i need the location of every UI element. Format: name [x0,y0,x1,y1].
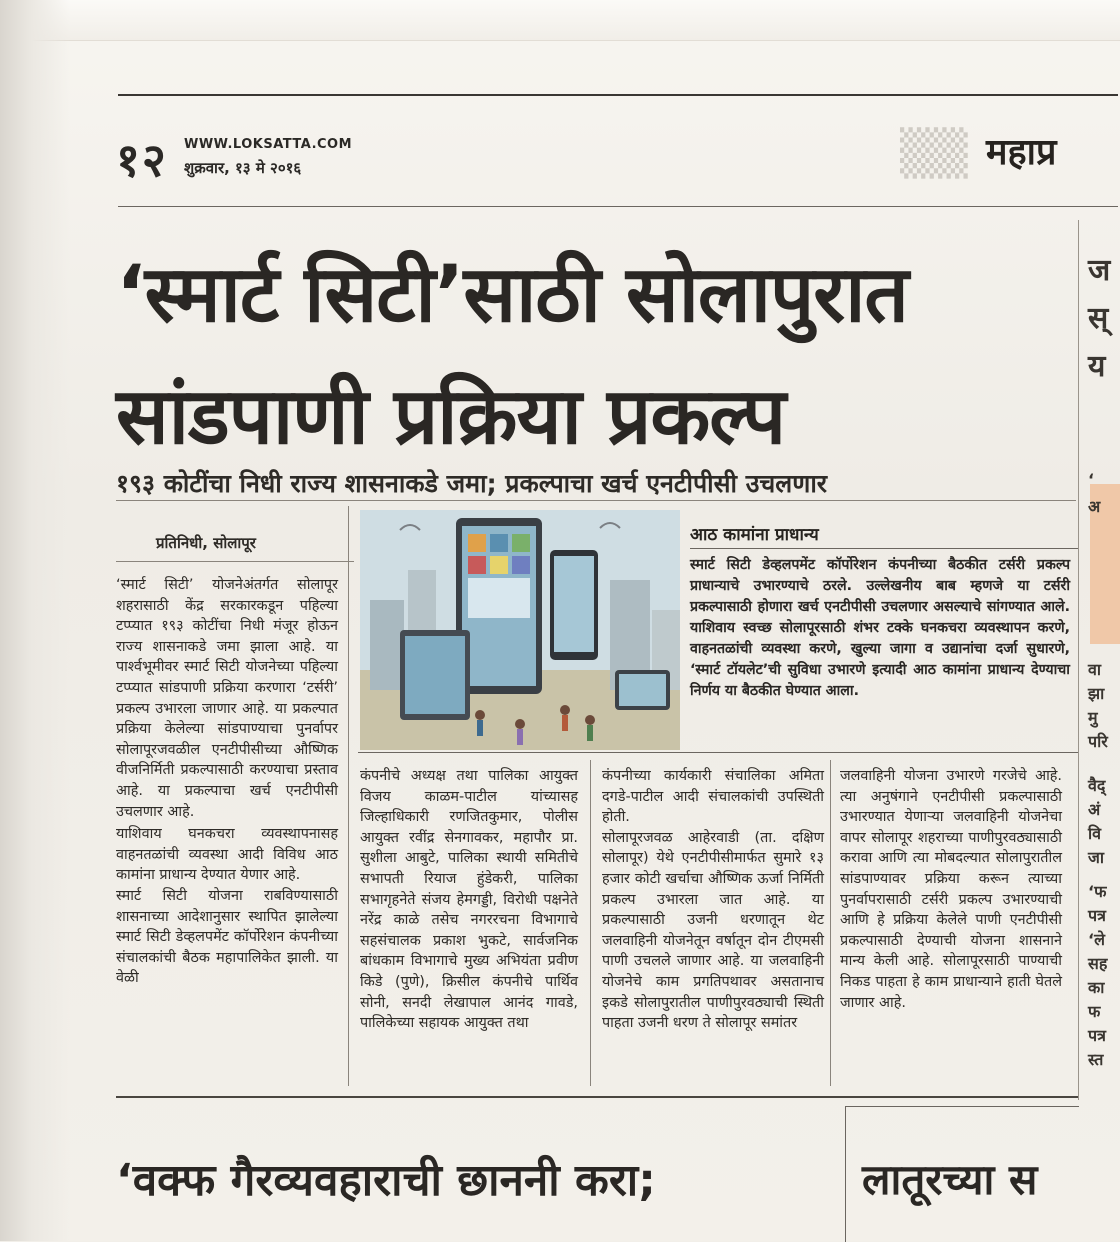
right-strip-text: वैद् [1088,776,1106,795]
right-strip-text: अ [1088,497,1101,516]
right-strip-text: य [1088,349,1106,384]
right-strip-text: मु [1088,708,1098,727]
issue-date: शुक्रवार, १३ मे २०१६ [184,159,302,177]
paragraph: सोलापूरजवळ आहेरवाडी (ता. दक्षिण सोलापूर) येथे एनटीपीसीमार्फत सुमारे १३ हजार कोटी खर्चाचा औष्णिक ऊर्जा निर्मिती प्रकल्प उभारला जात आहे. या प्रकल्पासाठी उजनी धरणातून थेट जलवाहिनी योजनेतून वर्षातून दोन टीएमसी पाणी उचलले जाणार आहे. या जलवाहिनी योजनेचे काम प्रगतिपथावर असतानाच इकडे सोलापुरातील पाणीपुरवठ्याची स्थिती पाहता उजनी धरण ते सोलापूर समांतर [602,829,824,1032]
article-column-4 [840,766,1062,1013]
right-strip-text: ‘फ [1088,882,1107,901]
right-strip-text: परि [1088,732,1108,751]
paragraph: जलवाहिनी योजना उभारणे गरजेचे आहे. त्या अनुषंगाने एनटीपीसी प्रकल्पासाठी उभारण्यात येणाऱ्या जलवाहिनी योजनेचा वापर सोलापूर शहराच्या पाणीपुरवठ्यासाठी करावा आणि त्या मोबदल्यात सोलापुरातील सांडपाण्यावर प्रक्रिया करून त्याच्या पुनर्वापरासाठी टर्सरी प्रकल्प उभारण्याची आणि हे प्रक्रिया केलेले पाणी एनटीपीसी प्रकल्पासाठी देण्याची योजना शासनाने मान्य केली आहे. सोलापूरसाठी पाण्याची निकड पाहता हे काम प्राधान्याने हाती घेतले जाणार आहे. [840,768,1062,1011]
byline-rule [116,561,354,562]
paragraph: याशिवाय घनकचरा व्यवस्थापनासह वाहनतळांची व्यवस्था आदी विविध आठ कामांना प्राधान्य देण्यात येणार आहे. [116,826,338,884]
column-divider [590,760,591,1086]
sidebar-box-text: स्मार्ट सिटी डेव्हलपमेंट कॉर्पोरेशन कंपनीच्या बैठकीत टर्सरी प्रकल्प प्राधान्याचे उभारण्याचे ठरले. उल्लेखनीय बाब म्हणजे या टर्सरी प्रकल्पासाठी होणारा खर्च एनटीपीसी उचलणार असल्याचे सांगण्यात आले. याशिवाय स्वच्छ सोलापूरसाठी शंभर टक्के घनकचरा व्यवस्थापन करणे, वाहनतळांची व्यवस्था करणे, खुल्या जागा व उद्यानांचा दर्जा सुधारणे, ‘स्मार्ट टॉयलेट’ची सुविधा उभारणे इत्यादी आठ कामांना प्राधान्य देण्याचा निर्णय या बैठकीत घेण्यात आला. [690,557,1070,699]
right-strip-text: स् [1088,301,1109,336]
article-illustration [360,510,680,750]
paragraph: ‘स्मार्ट सिटी’ योजनेअंतर्गत सोलापूर शहरासाठी केंद्र सरकारकडून पहिल्या टप्प्यात १९३ कोटींचा निधी मंजूर होऊन राज्य शासनाकडे जमा झाला आहे. या पार्श्वभूमीवर स्मार्ट सिटी योजनेच्या पहिल्या टप्प्यात सांडपाणी प्रक्रिया करणारा ‘टर्सरी’ प्रकल्प उभारला जाणार आहे. या प्रकल्पात प्रक्रिया केलेल्या सांडपाण्याचा पुनर्वापर सोलापूरजवळील एनटीपीसीच्या औष्णिक वीजनिर्मिती प्रकल्पासाठी करण्याचा प्रस्ताव आहे. या प्रकल्पाचा खर्च एनटीपीसी उचलणार आहे. [116,577,338,820]
right-strip-text: पत्र [1088,1026,1106,1045]
headline-top-rule [118,206,1118,207]
paragraph: कंपनीचे अध्यक्ष तथा पालिका आयुक्त विजय काळम-पाटील यांच्यासह जिल्हाधिकारी रणजितकुमार, पोलीस आयुक्त रवींद्र सेनगावकर, महापौर प्रा. सुशीला आबुटे, पालिका स्थायी समितीचे सभापती रियाज हुंडेकरी, पालिका सभागृहनेते संजय हेमगड्डी, विरोधी पक्षनेते नरेंद्र काळे तसेच नगररचना विभागाचे सहसंचालक प्रकाश भुकटे, सार्वजनिक बांधकाम विभागाचे मुख्य अभियंता प्रवीण किडे (पुणे), क्रिसील कंपनीचे पार्थिव सोनी, सनदी लेखापाल आनंद गावडे, पालिकेच्या सहायक आयुक्त तथा [360,768,578,1032]
sidebar-box-heading: आठ कामांना प्राधान्य [690,525,819,545]
page-top-edge [0,0,1120,41]
header-rule [118,94,1118,96]
byline: प्रतिनिधी, सोलापूर [156,534,256,552]
article-column-2 [360,766,578,1034]
right-strip-text: अं [1088,800,1101,819]
right-strip-text: जा [1088,848,1105,867]
paragraph: स्मार्ट सिटी योजना राबविण्यासाठी शासनाच्या आदेशानुसार स्थापित झालेल्या स्मार्ट सिटी डेव्हलपमेंट कॉर्पोरेशन कंपनीच्या संचालकांची बैठक महापालिकेत झाली. या वेळी [116,887,338,987]
right-strip-text: पत्र [1088,906,1106,925]
right-strip-text: वा [1088,660,1102,679]
headline-line-1: ‘स्मार्ट सिटी’साठी सोलापुरात [116,250,908,340]
right-strip-text: ‘ [1088,470,1095,489]
headline-line-2: सांडपाणी प्रक्रिया प्रकल्प [116,372,786,462]
next-headline-right: लातूरच्या स [862,1155,1038,1204]
article-bottom-rule [116,1096,1078,1098]
subheadline: १९३ कोटींचा निधी राज्य शासनाकडे जमा; प्रकल्पाचा खर्च एनटीपीसी उचलणार [116,469,828,498]
column-divider [830,760,831,1086]
sidebar-box-rule [690,548,1078,549]
article-column-1 [116,575,338,989]
right-strip-text: फ [1088,1002,1101,1021]
bleed-through-text: ▒▒ [900,128,968,179]
page-number: १२ [116,133,168,187]
section-title: महाप्र [986,132,1057,173]
article-column-3 [602,766,824,1034]
column-divider [348,506,349,1086]
right-strip-text: ‘ले [1088,930,1105,949]
right-strip-text: सह [1088,954,1108,973]
fold-shadow [0,0,70,1241]
next-headline-left: ‘वक्फ गैरव्यवहाराची छाननी करा; [116,1155,656,1206]
sidebar-box-bottom-rule [358,752,1078,753]
right-strip-text: वि [1088,824,1102,843]
subheadline-rule [116,500,1076,501]
paragraph: कंपनीच्या कार्यकारी संचालिका अमिता दगडे-पाटील आदी संचालकांची उपस्थिती होती. [602,768,824,826]
right-page-divider [1078,220,1079,1100]
right-strip-text: का [1088,978,1105,997]
right-strip-text: झा [1088,684,1105,703]
right-strip-text: स्त [1088,1050,1104,1069]
website-url: WWW.LOKSATTA.COM [184,137,353,152]
right-strip-text: ज [1088,253,1111,288]
